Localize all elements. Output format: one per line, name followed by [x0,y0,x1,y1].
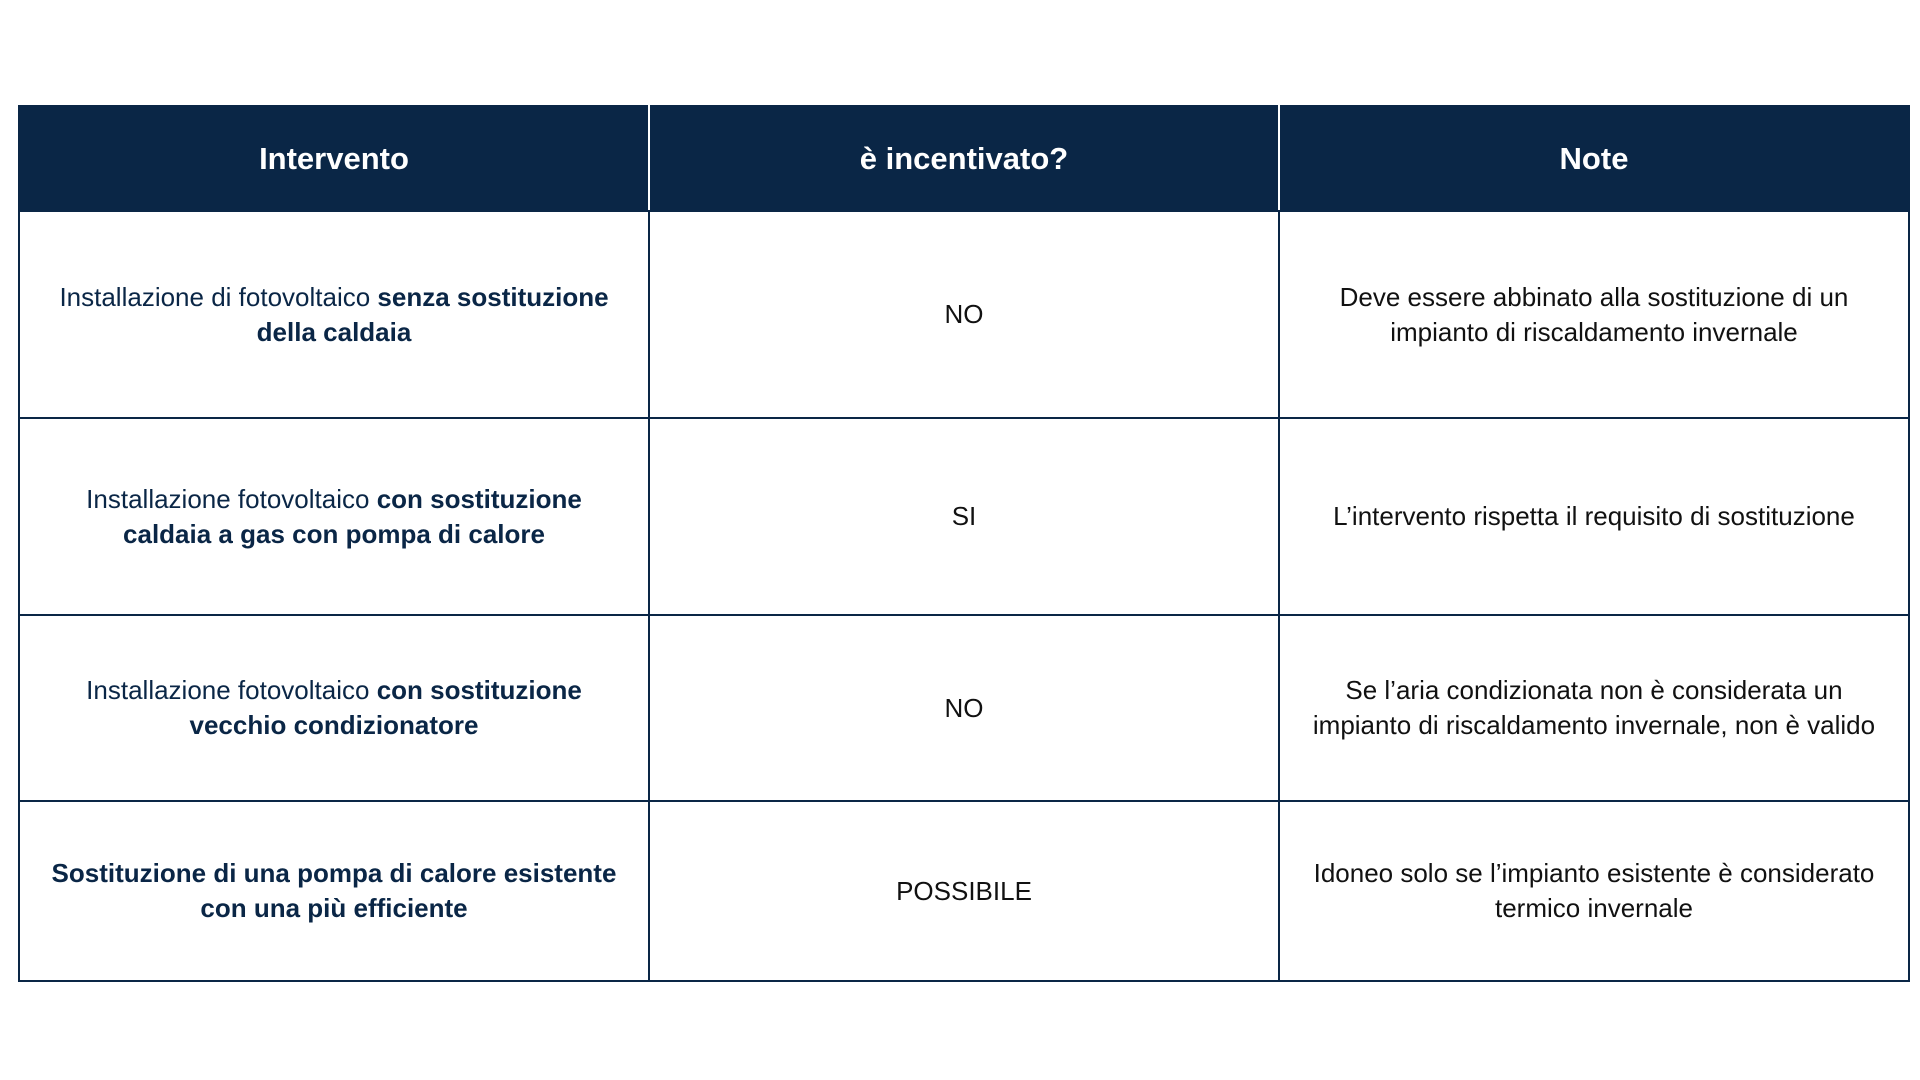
cell-note: Idoneo solo se l’impianto esistente è considerato termico invernale [1279,801,1909,981]
cell-intervento [19,801,649,981]
header-intervento: Intervento [19,106,649,211]
incentive-table-container [18,105,1910,982]
cell-intervento [19,615,649,801]
cell-note: Se l’aria condizionata non è considerata un impianto di riscaldamento invernale, non è valido [1279,615,1909,801]
header-note: Note [1279,106,1909,211]
table-row [19,801,1909,981]
cell-intervento [19,211,649,418]
intervento-bold-text: Sostituzione di una pompa di calore esistente con una più efficiente [51,858,617,923]
cell-incentivato: SI [649,418,1279,615]
intervento-bold-text: con sostituzione caldaia a gas con pompa di calore [123,483,582,549]
cell-note: Deve essere abbinato alla sostituzione di un impianto di riscaldamento invernale [1279,211,1909,418]
table-header [19,106,1909,211]
cell-incentivato: NO [649,615,1279,801]
cell-note: L’intervento rispetta il requisito di sostituzione [1279,418,1909,615]
intervento-text: Installazione fotovoltaico [86,675,377,705]
incentive-table [18,105,1910,982]
intervento-bold-text: con sostituzione vecchio condizionatore [189,675,582,740]
table-row [19,211,1909,418]
table-row [19,615,1909,801]
intervento-text: Installazione di fotovoltaico [59,281,378,312]
cell-intervento [19,418,649,615]
table-body [19,211,1909,981]
header-row [19,106,1909,211]
cell-incentivato: NO [649,211,1279,418]
intervento-text: Installazione fotovoltaico [86,483,377,514]
header-incentivato: è incentivato? [649,106,1279,211]
table-row [19,418,1909,615]
cell-incentivato: POSSIBILE [649,801,1279,981]
intervento-bold-text: senza sostituzione della caldaia [256,281,609,347]
